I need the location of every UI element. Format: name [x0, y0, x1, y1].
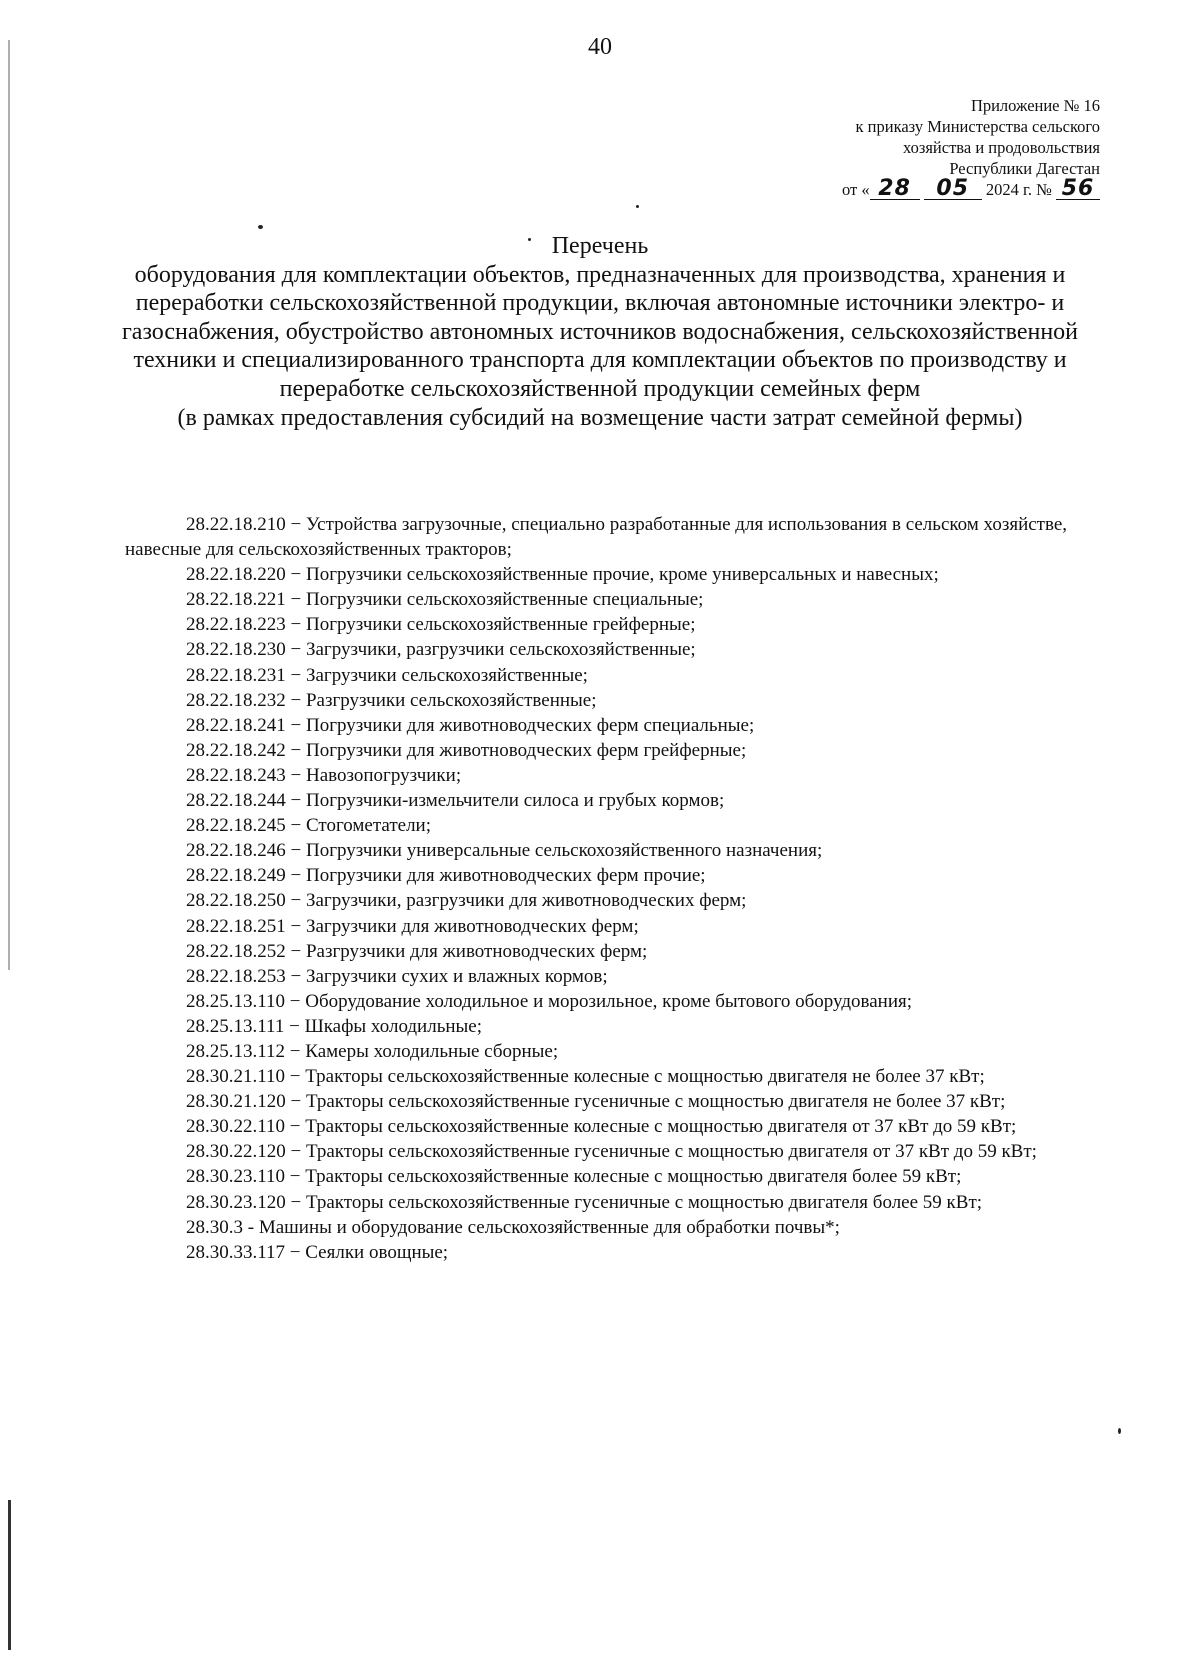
item-code: 28.22.18.241 — [186, 714, 286, 736]
item-separator: − — [285, 589, 306, 611]
item-text: Погрузчики для животноводческих ферм грейферные; — [305, 739, 747, 761]
item-text: Погрузчики-измельчители силоса и грубых кормов; — [305, 790, 725, 812]
appendix-line-2: к приказу Министерства сельского — [855, 117, 1100, 136]
date-prefix: от « — [841, 180, 870, 199]
item-code: 28.30.22.110 — [186, 1116, 286, 1138]
list-item — [125, 1139, 1085, 1164]
item-code: 28.22.18.210 — [186, 514, 286, 535]
item-separator: − — [285, 990, 306, 1012]
item-code: 28.25.13.110 — [186, 990, 286, 1012]
equipment-list — [125, 512, 1085, 1265]
appendix-line-1: Приложение № 16 — [970, 96, 1100, 115]
item-code: 28.22.18.223 — [186, 614, 286, 636]
list-item — [125, 939, 1085, 964]
item-code: 28.30.33.117 — [186, 1241, 286, 1263]
item-text: Сеялки овощные; — [305, 1241, 449, 1263]
item-separator: − — [285, 1166, 306, 1188]
item-separator: − — [285, 940, 306, 962]
item-text: Навозопогрузчики; — [305, 764, 462, 786]
item-separator: − — [285, 1091, 306, 1113]
item-separator: − — [285, 1116, 306, 1138]
item-text: Тракторы сельскохозяйственные гусеничные с мощностью двигателя не более 37 кВт; — [305, 1091, 1006, 1113]
item-text: Загрузчики, разгрузчики сельскохозяйственные; — [305, 639, 696, 661]
item-code: 28.22.18.232 — [186, 689, 286, 711]
item-separator: − — [285, 815, 306, 837]
list-item — [125, 1114, 1085, 1139]
item-separator: − — [285, 865, 306, 887]
list-item — [125, 788, 1085, 813]
list-item — [125, 713, 1085, 738]
item-text: Погрузчики сельскохозяйственные специальные; — [305, 589, 704, 611]
item-separator: − — [285, 1241, 306, 1263]
appendix-header — [842, 95, 1100, 200]
item-text: Устройства загрузочные, специально разработанные для использования в сельском хозяйстве, навесные для сельскохозяйственных тракторов; — [125, 514, 1068, 561]
item-separator: − — [285, 890, 306, 912]
item-code: 28.22.18.252 — [186, 940, 286, 962]
item-separator: − — [285, 1066, 306, 1088]
item-separator: − — [285, 664, 306, 686]
list-item — [125, 637, 1085, 662]
item-code: 28.22.18.243 — [186, 764, 286, 786]
item-separator: − — [285, 915, 306, 937]
item-text: Тракторы сельскохозяйственные гусеничные с мощностью двигателя от 37 кВт до 59 кВт; — [305, 1141, 1037, 1163]
item-separator: − — [285, 1040, 306, 1062]
item-text: Загрузчики сухих и влажных кормов; — [305, 965, 608, 987]
item-separator: − — [285, 790, 306, 812]
item-text: Погрузчики сельскохозяйственные прочие, кроме универсальных и навесных; — [305, 564, 939, 586]
list-item — [125, 914, 1085, 939]
item-code: 28.22.18.242 — [186, 739, 286, 761]
item-text: Тракторы сельскохозяйственные гусеничные с мощностью двигателя более 59 кВт; — [305, 1191, 983, 1213]
list-item — [125, 562, 1085, 587]
item-text: Разгрузчики для животноводческих ферм; — [305, 940, 648, 962]
item-separator: − — [285, 689, 306, 711]
list-item — [125, 763, 1085, 788]
list-item — [125, 1164, 1085, 1189]
list-item — [125, 612, 1085, 637]
title-note: (в рамках предоставления субсидий на возмещение части затрат семейной фермы) — [177, 404, 1023, 431]
item-code: 28.30.22.120 — [186, 1141, 286, 1163]
list-item — [125, 688, 1085, 713]
list-item — [125, 738, 1085, 763]
item-code: 28.30.21.120 — [186, 1091, 286, 1113]
item-separator: − — [284, 1015, 305, 1037]
item-code: 28.22.18.245 — [186, 815, 286, 837]
item-code: 28.22.18.250 — [186, 890, 286, 912]
item-code: 28.25.13.111 — [186, 1015, 285, 1037]
item-text: Оборудование холодильное и морозильное, кроме бытового оборудования; — [305, 990, 913, 1012]
scan-speck — [528, 238, 531, 241]
list-item — [125, 1039, 1085, 1064]
list-item — [125, 1014, 1085, 1039]
list-item — [125, 587, 1085, 612]
appendix-line-3: хозяйства и продовольствия — [902, 138, 1100, 157]
list-item — [125, 813, 1085, 838]
item-text: Загрузчики для животноводческих ферм; — [305, 915, 639, 937]
appendix-line-4: Республики Дагестан — [949, 159, 1100, 178]
handwritten-order-number: 56 — [1056, 179, 1100, 200]
item-code: 28.25.13.112 — [186, 1040, 286, 1062]
title-body: оборудования для комплектации объектов, предназначенных для производства, хранения и переработки сельскохозяйственной продукции, включая автономные источники электро- и газоснабжения, обустройство автономных источников водоснабжения, сельскохозяйственной техники и специализированного транспорта для комплектации объектов по производству и переработке сельскохозяйственной продукции семейных ферм — [121, 261, 1079, 402]
item-text: Погрузчики для животноводческих ферм прочие; — [305, 865, 706, 887]
item-code: 28.22.18.231 — [186, 664, 286, 686]
item-separator: − — [285, 614, 306, 636]
item-text: Тракторы сельскохозяйственные колесные с мощностью двигателя не более 37 кВт; — [305, 1066, 985, 1088]
item-text: Тракторы сельскохозяйственные колесные с мощностью двигателя более 59 кВт; — [305, 1166, 962, 1188]
item-separator: − — [285, 514, 306, 535]
document-title — [90, 232, 1110, 432]
item-text: Разгрузчики сельскохозяйственные; — [305, 689, 597, 711]
item-text: Загрузчики, разгрузчики для животноводческих ферм; — [305, 890, 747, 912]
item-text: Погрузчики для животноводческих ферм специальные; — [305, 714, 755, 736]
item-code: 28.22.18.221 — [186, 589, 286, 611]
item-separator: − — [285, 1191, 306, 1213]
list-item — [125, 863, 1085, 888]
list-item — [125, 1240, 1085, 1265]
scan-speck — [258, 225, 263, 229]
item-text: Тракторы сельскохозяйственные колесные с мощностью двигателя от 37 кВт до 59 кВт; — [305, 1116, 1017, 1138]
item-text: Погрузчики сельскохозяйственные грейферные; — [305, 614, 696, 636]
item-code: 28.22.18.244 — [186, 790, 286, 812]
appendix-date-line — [841, 176, 1100, 201]
item-text: Машины и оборудование сельскохозяйственные для обработки почвы*; — [258, 1216, 840, 1238]
item-code: 28.22.18.249 — [186, 865, 286, 887]
item-separator: − — [285, 564, 306, 586]
item-text: Стогометатели; — [305, 815, 431, 837]
item-code: 28.22.18.220 — [186, 564, 286, 586]
scan-edge-bottom — [8, 1500, 11, 1650]
item-code: 28.22.18.246 — [186, 840, 286, 862]
item-code: 28.30.3 — [186, 1216, 243, 1238]
list-item — [125, 1190, 1085, 1215]
item-separator: − — [285, 965, 306, 987]
scan-speck — [636, 205, 639, 208]
item-code: 28.30.21.110 — [186, 1066, 286, 1088]
list-item — [125, 512, 1085, 562]
date-year-text: 2024 г. № — [985, 180, 1052, 199]
handwritten-day: 28 — [870, 179, 920, 200]
item-text: Камеры холодильные сборные; — [305, 1040, 559, 1062]
item-separator: − — [285, 714, 306, 736]
scan-speck — [1118, 1428, 1121, 1434]
item-separator: − — [285, 1141, 306, 1163]
list-item — [125, 1089, 1085, 1114]
list-item — [125, 663, 1085, 688]
item-separator: − — [285, 639, 306, 661]
page-number: 40 — [588, 34, 612, 60]
list-item — [125, 838, 1085, 863]
scan-edge-top — [8, 40, 10, 970]
item-separator: − — [285, 764, 306, 786]
handwritten-month: 05 — [924, 179, 982, 200]
list-item — [125, 1064, 1085, 1089]
item-code: 28.22.18.253 — [186, 965, 286, 987]
item-separator: - — [243, 1216, 259, 1238]
item-code: 28.22.18.230 — [186, 639, 286, 661]
list-item — [125, 888, 1085, 913]
list-item — [125, 989, 1085, 1014]
list-item — [125, 1215, 1085, 1240]
item-code: 28.30.23.120 — [186, 1191, 286, 1213]
item-separator: − — [285, 739, 306, 761]
item-text: Погрузчики универсальные сельскохозяйственного назначения; — [305, 840, 823, 862]
list-item — [125, 964, 1085, 989]
title-heading: Перечень — [551, 233, 649, 259]
item-text: Загрузчики сельскохозяйственные; — [305, 664, 588, 686]
item-text: Шкафы холодильные; — [304, 1015, 483, 1037]
item-code: 28.22.18.251 — [186, 915, 286, 937]
item-code: 28.30.23.110 — [186, 1166, 286, 1188]
item-separator: − — [285, 840, 306, 862]
